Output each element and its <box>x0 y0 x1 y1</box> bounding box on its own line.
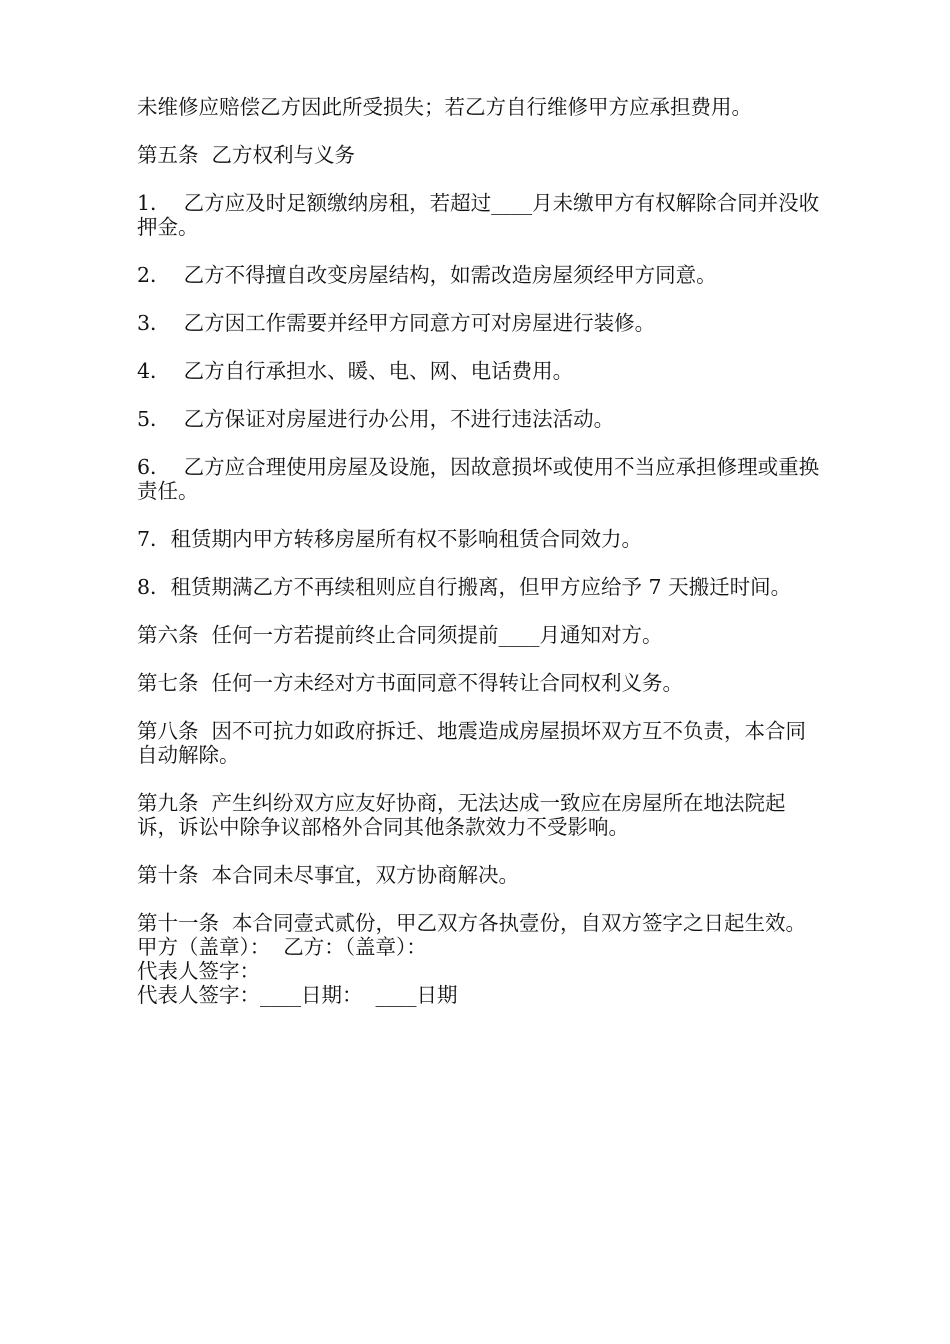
signature-parties-line: 甲方（盖章）： 乙方：（盖章）： <box>137 935 427 959</box>
article-5-item-3: 3． 乙方因工作需要并经甲方同意方可对房屋进行装修。 <box>137 311 656 335</box>
paragraph-repair-compensation: 未维修应赔偿乙方因此所受损失；若乙方自行维修甲方应承担费用。 <box>137 95 752 119</box>
article-5-item-4: 4． 乙方自行承担水、暖、电、网、电话费用。 <box>137 359 574 383</box>
article-6: 第六条 任何一方若提前终止合同须提前____月通知对方。 <box>137 623 663 647</box>
article-5-item-1: 1． 乙方应及时足额缴纳房租，若超过____月未缴甲方有权解除合同并没收押金。 <box>137 191 820 239</box>
article-5-item-8: 8．租赁期满乙方不再续租则应自行搬离，但甲方应给予 7 天搬迁时间。 <box>137 575 792 599</box>
article-5-heading: 第五条 乙方权利与义务 <box>137 143 356 167</box>
article-5-item-5: 5． 乙方保证对房屋进行办公用，不进行违法活动。 <box>137 407 615 431</box>
article-9: 第九条 产生纠纷双方应友好协商，无法达成一致应在房屋所在地法院起诉，诉讼中除争议部格外合同其他条款效力不受影响。 <box>137 791 786 839</box>
article-5-item-7: 7．租赁期内甲方转移房屋所有权不影响租赁合同效力。 <box>137 527 643 551</box>
article-5-item-6: 6． 乙方应合理使用房屋及设施，因故意损坏或使用不当应承担修理或重换责任。 <box>137 455 820 503</box>
article-7: 第七条 任何一方未经对方书面同意不得转让合同权利义务。 <box>137 671 684 695</box>
article-5-item-2: 2． 乙方不得擅自改变房屋结构，如需改造房屋须经甲方同意。 <box>137 263 717 287</box>
article-10: 第十条 本合同未尽事宜，双方协商解决。 <box>137 863 520 887</box>
article-11: 第十一条 本合同壹式贰份，甲乙双方各执壹份，自双方签字之日起生效。 <box>137 911 807 935</box>
representative-signature-date-line: 代表人签字：____日期： ____日期 <box>137 983 458 1007</box>
contract-page <box>137 95 822 1007</box>
article-8: 第八条 因不可抗力如政府拆迁、地震造成房屋损坏双方互不负责，本合同自动解除。 <box>137 719 807 767</box>
representative-signature-line: 代表人签字： <box>137 959 260 983</box>
